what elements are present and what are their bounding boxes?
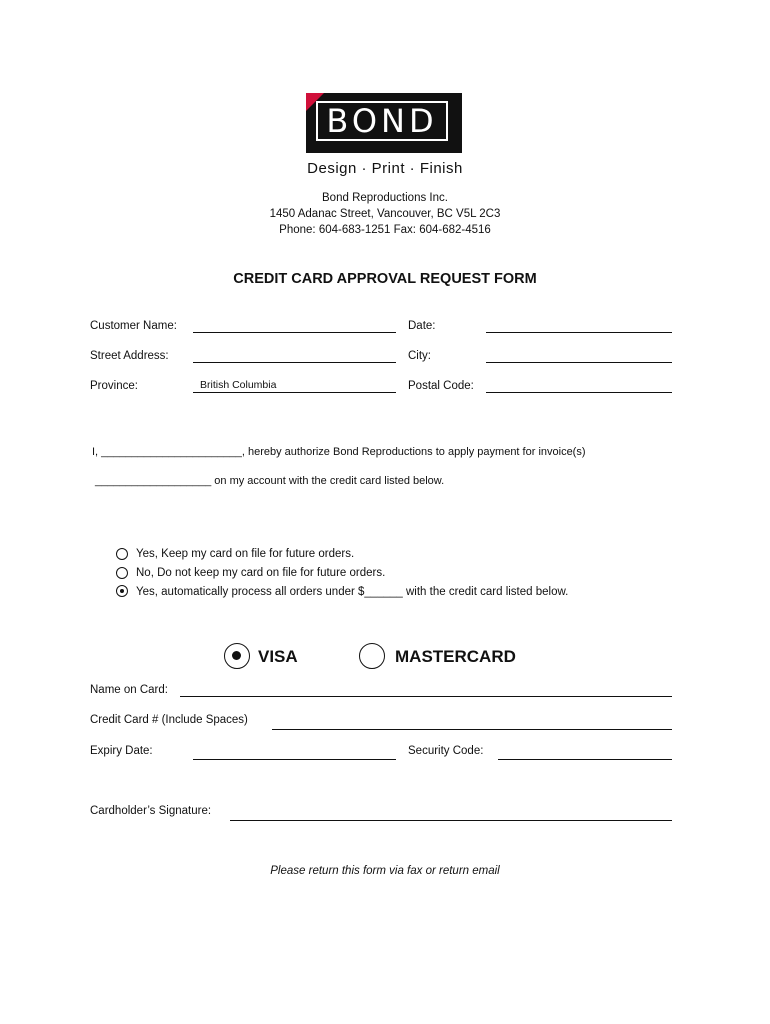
company-name: Bond Reproductions Inc.	[322, 192, 448, 204]
city-field[interactable]	[486, 362, 672, 363]
province-value: British Columbia	[200, 379, 277, 391]
mastercard-label: MASTERCARD	[395, 647, 516, 666]
option-keep-card-label: Yes, Keep my card on file for future orders.	[136, 548, 355, 560]
card-number-label: Credit Card # (Include Spaces)	[90, 714, 248, 726]
option-keep-card-radio[interactable]	[116, 548, 128, 560]
street-address-field[interactable]	[193, 362, 396, 363]
company-address: 1450 Adanac Street, Vancouver, BC V5L 2C3	[269, 208, 501, 220]
visa-radio[interactable]	[224, 643, 250, 669]
date-field[interactable]	[486, 332, 672, 333]
selected-dot	[232, 651, 241, 660]
signature-field[interactable]	[230, 820, 672, 821]
province-label: Province:	[90, 380, 138, 392]
card-number-field[interactable]	[272, 729, 672, 730]
province-field[interactable]	[193, 392, 396, 393]
authorization-line-2: ___________________ on my account with the credit card listed below.	[95, 475, 445, 487]
form-title: CREDIT CARD APPROVAL REQUEST FORM	[233, 271, 537, 287]
selected-dot	[120, 589, 124, 593]
logo-tagline: Design · Print · Finish	[307, 160, 463, 177]
security-code-label: Security Code:	[408, 745, 484, 757]
return-instructions: Please return this form via fax or return email	[270, 865, 500, 877]
name-on-card-field[interactable]	[180, 696, 672, 697]
expiry-date-field[interactable]	[193, 759, 396, 760]
street-address-label: Street Address:	[90, 350, 169, 362]
postal-code-label: Postal Code:	[408, 380, 474, 392]
expiry-date-label: Expiry Date:	[90, 745, 153, 757]
option-auto-process-label: Yes, automatically process all orders under $______ with the credit card listed below.	[136, 586, 569, 598]
name-on-card-label: Name on Card:	[90, 684, 168, 696]
bond-logo	[306, 93, 462, 153]
signature-label: Cardholder’s Signature:	[90, 805, 212, 817]
postal-code-field[interactable]	[486, 392, 672, 393]
customer-name-label: Customer Name:	[90, 320, 177, 332]
customer-name-field[interactable]	[193, 332, 396, 333]
authorization-line-1: I, _______________________, hereby authorize Bond Reproductions to apply payment for invoice(s)	[92, 446, 586, 458]
option-auto-process-radio[interactable]	[116, 585, 128, 597]
mastercard-radio[interactable]	[359, 643, 385, 669]
option-do-not-keep-radio[interactable]	[116, 567, 128, 579]
security-code-field[interactable]	[498, 759, 672, 760]
logo-text: BOND	[316, 101, 448, 141]
city-label: City:	[408, 350, 431, 362]
visa-label: VISA	[258, 647, 298, 666]
company-phone-fax: Phone: 604-683-1251 Fax: 604-682-4516	[279, 224, 491, 236]
option-do-not-keep-label: No, Do not keep my card on file for future orders.	[136, 567, 386, 579]
date-label: Date:	[408, 320, 436, 332]
